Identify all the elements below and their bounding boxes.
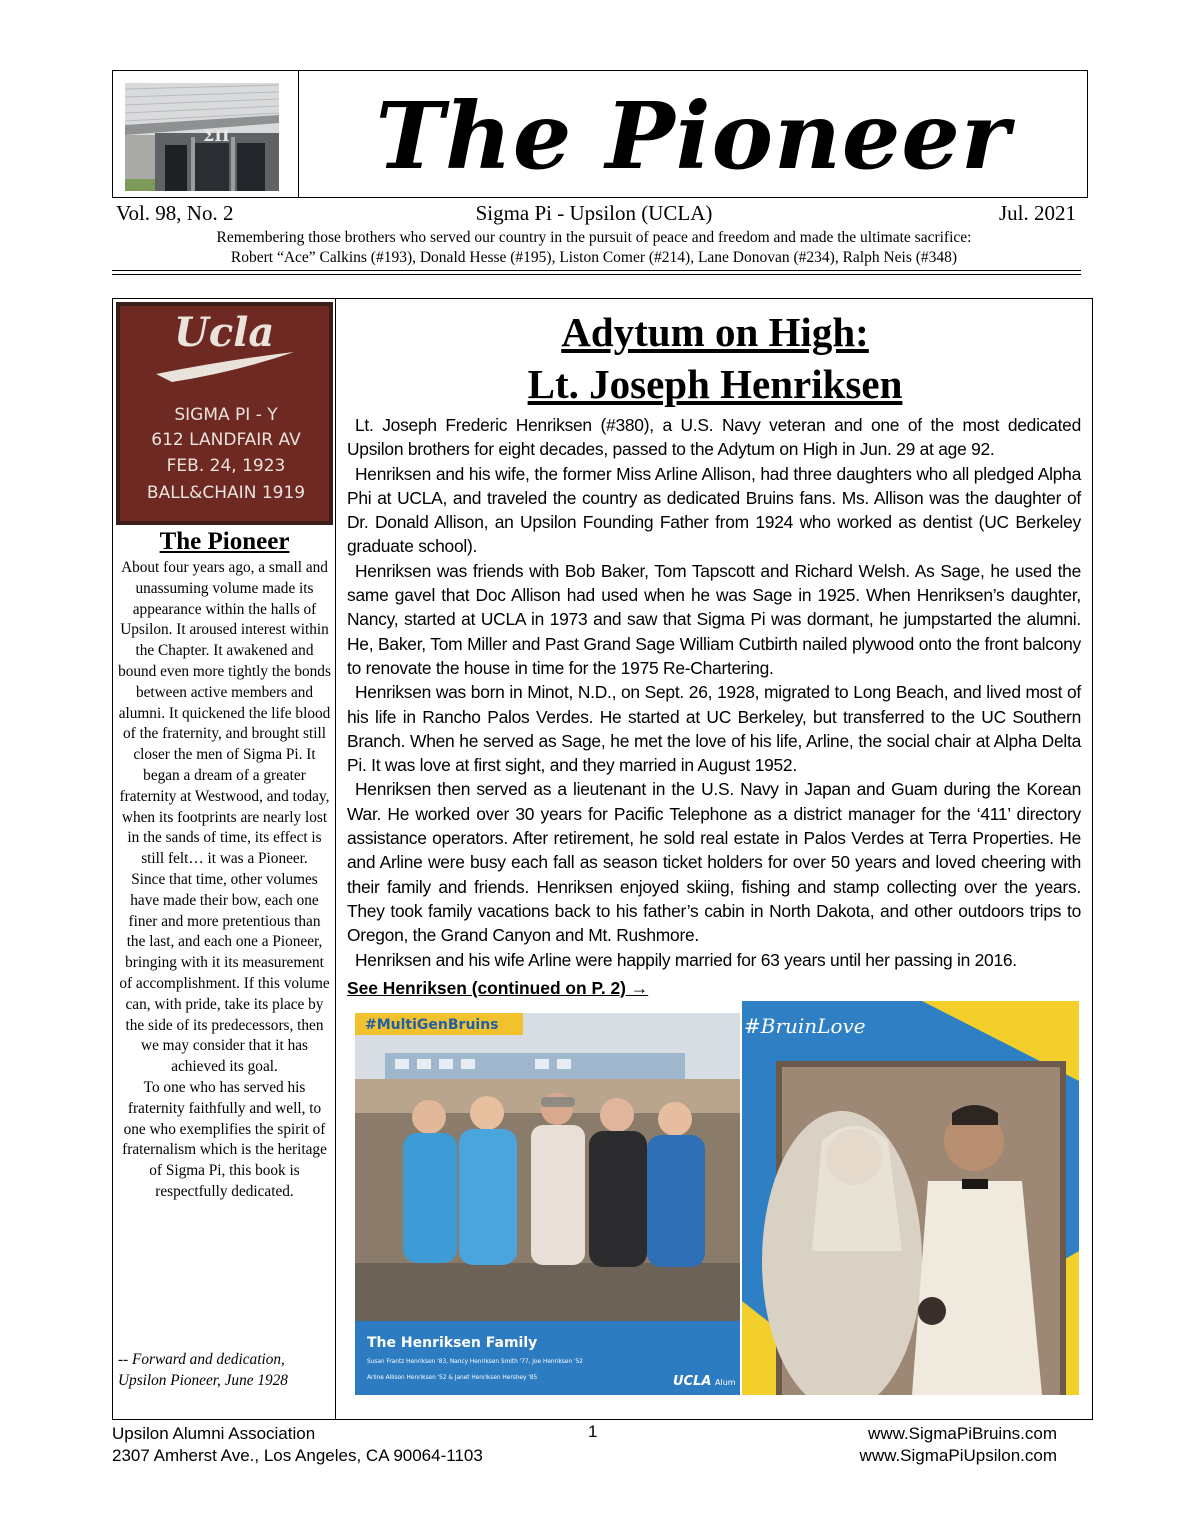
sign-line-1: SIGMA PI - Y [174, 405, 278, 425]
footer-site-2[interactable]: www.SigmaPiUpsilon.com [859, 1446, 1057, 1465]
memorial-dedication [112, 228, 1076, 268]
double-rule-top [112, 270, 1081, 271]
sidebar-paragraph: To one who has served his fraternity faithfully and well, to one who exemplifies the spirit of fraternalism which is the heritage of Sigma Pi, this book is respectfully dedicated. [122, 1078, 327, 1200]
issue-row [112, 201, 1076, 225]
house-facade-photo [125, 83, 279, 191]
family-caption-line-2: Arline Allison Henriksen '52 & Janet Henriksen Hershey '85 [367, 1375, 538, 1381]
family-caption-line-1: Susan Frantz Henriksen '83, Nancy Henriksen Smith '77, Joe Henriksen '52 [367, 1359, 583, 1365]
memorial-line-2: Robert “Ace” Calkins (#193), Donald Hesse (#195), Liston Comer (#214), Lane Donovan (#234), Ralph Neis (#348) [230, 249, 958, 266]
masthead-photo-cell [113, 71, 299, 197]
page-number: 1 [588, 1422, 598, 1441]
chapter-sign-photo [116, 302, 333, 525]
family-ucla-logo: UCLA [673, 1374, 712, 1389]
column-divider [335, 298, 336, 1420]
article-body [347, 413, 1081, 972]
family-ucla-logo-suffix: Alum [715, 1378, 736, 1387]
sign-line-2: 612 LANDFAIR AV [151, 430, 301, 450]
footer-site-1[interactable]: www.SigmaPiBruins.com [868, 1424, 1057, 1443]
footer-websites [800, 1423, 1057, 1467]
sign-line-3: FEB. 24, 1923 [166, 456, 286, 476]
sidebar-credit [118, 1350, 333, 1392]
issue-volume: Vol. 98, No. 2 [116, 201, 234, 225]
issue-chapter: Sigma Pi - Upsilon (UCLA) [475, 201, 713, 225]
henriksen-family-photo [355, 1013, 740, 1395]
article-paragraph: Henriksen was born in Minot, N.D., on Sept. 26, 1928, migrated to Long Beach, and lived most of his life in Rancho Palos Verdes. He started at UC Berkeley, but transferred to the UC Southern Branch. When he served as Sage, he met the love of his life, Arline, the social chair at Alpha Delta Pi. It was love at first sight, and they married in August 1952. [347, 682, 1081, 776]
wedding-hashtag: #BruinLove [744, 1014, 866, 1038]
sidebar-paragraph: About four years ago, a small and unassuming volume made its appearance within the halls of Upsilon. It aroused interest within the Chapter. It awakened and bound even more tightly the bonds between active members and alumni. It quickened the life blood of the fraternity, and brought still closer the men of Sigma Pi. It began a dream of a greater fraternity at Westwood, and today, when its footprints are nearly lost in the sands of time, its effect is still felt… it was a Pioneer. [118, 559, 331, 868]
sign-line-4: BALL&CHAIN 1919 [146, 483, 306, 503]
footer-address: 2307 Amherst Ave., Los Angeles, CA 90064-1103 [112, 1446, 483, 1465]
footer-address-block [112, 1423, 483, 1467]
sign-ucla-logo: Ucla [174, 309, 275, 356]
headline-line-1: Adytum on High: [561, 309, 869, 355]
svg-text:ΣΠ: ΣΠ [203, 126, 230, 145]
article-paragraph: Henriksen was friends with Bob Baker, Tom Tapscott and Richard Welsh. As Sage, he used the same gavel that Doc Allison had used when he was Sage in 1925. When Henriksen’s daughter, Nancy, started at UCLA in 1973 and saw that Sigma Pi was dormant, he jumpstarted the alumni. He, Baker, Tom Miller and Past Grand Sage William Cutbirth nailed plywood onto the front balcony to renovate the house in time for the 1975 Re-Chartering. [347, 560, 1081, 678]
sidebar-credit-line-2: Upsilon Pioneer, June 1928 [118, 1371, 288, 1389]
sidebar-paragraph: Since that time, other volumes have made their bow, each one finer and more pretentious than the last, and each one a Pioneer, bringing with it its measurement of accomplishment. If this volume can, with pride, take its place by the side of its predecessors, then we may consider that it has achieved its goal. [119, 870, 330, 1076]
article-paragraph: Henriksen and his wife Arline were happily married for 63 years until her passing in 2016. [355, 949, 1017, 970]
sidebar-body [118, 558, 331, 1203]
double-rule-bottom [112, 274, 1081, 275]
family-hashtag: #MultiGenBruins [365, 1017, 499, 1033]
family-caption-title: The Henriksen Family [367, 1335, 538, 1351]
issue-date: Jul. 2021 [998, 201, 1076, 225]
sidebar-title: The Pioneer [159, 528, 290, 555]
article-paragraph: Lt. Joseph Frederic Henriksen (#380), a U.S. Navy veteran and one of the most dedicated Upsilon brothers for eight decades, passed to the Adytum on High in Jun. 29 at age 92. [347, 415, 1081, 460]
sidebar-credit-line-1: -- Forward and dedication, [118, 1351, 285, 1368]
article-headline [340, 306, 1090, 410]
newsletter-title: The Pioneer [375, 82, 1011, 190]
continued-link[interactable]: See Henriksen (continued on P. 2) → [347, 978, 649, 998]
wedding-photo [742, 1001, 1079, 1395]
article-paragraph: Henriksen then served as a lieutenant in the U.S. Navy in Japan and Guam during the Korean War. He worked over 30 years for Pacific Telephone as a district manager for the ‘411’ directory assistance operators. After retirement, he sold real estate in Palos Verdes at Terra Properties. He and Arline were busy each fall as season ticket holders for over 50 years and loved cheering with their family and friends. Henriksen enjoyed skiing, fishing and stamp collecting over the years. They took family vacations back to his father’s cabin in North Dakota, and other outdoors trips to Oregon, the Grand Canyon and Mt. Rushmore. [347, 779, 1081, 946]
footer-org: Upsilon Alumni Association [112, 1424, 316, 1443]
headline-line-2: Lt. Joseph Henriksen [527, 361, 903, 407]
memorial-line-1: Remembering those brothers who served our country in the pursuit of peace and freedom and made the ultimate sacrifice: [216, 229, 972, 246]
masthead [112, 70, 1088, 198]
article-paragraph: Henriksen and his wife, the former Miss Arline Allison, had three daughters who all pledged Alpha Phi at UCLA, and traveled the country as dedicated Bruins fans. Ms. Allison was the daughter of Dr. Donald Allison, an Upsilon Founding Father from 1924 who worked as dentist (UC Berkeley graduate school). [347, 463, 1081, 557]
